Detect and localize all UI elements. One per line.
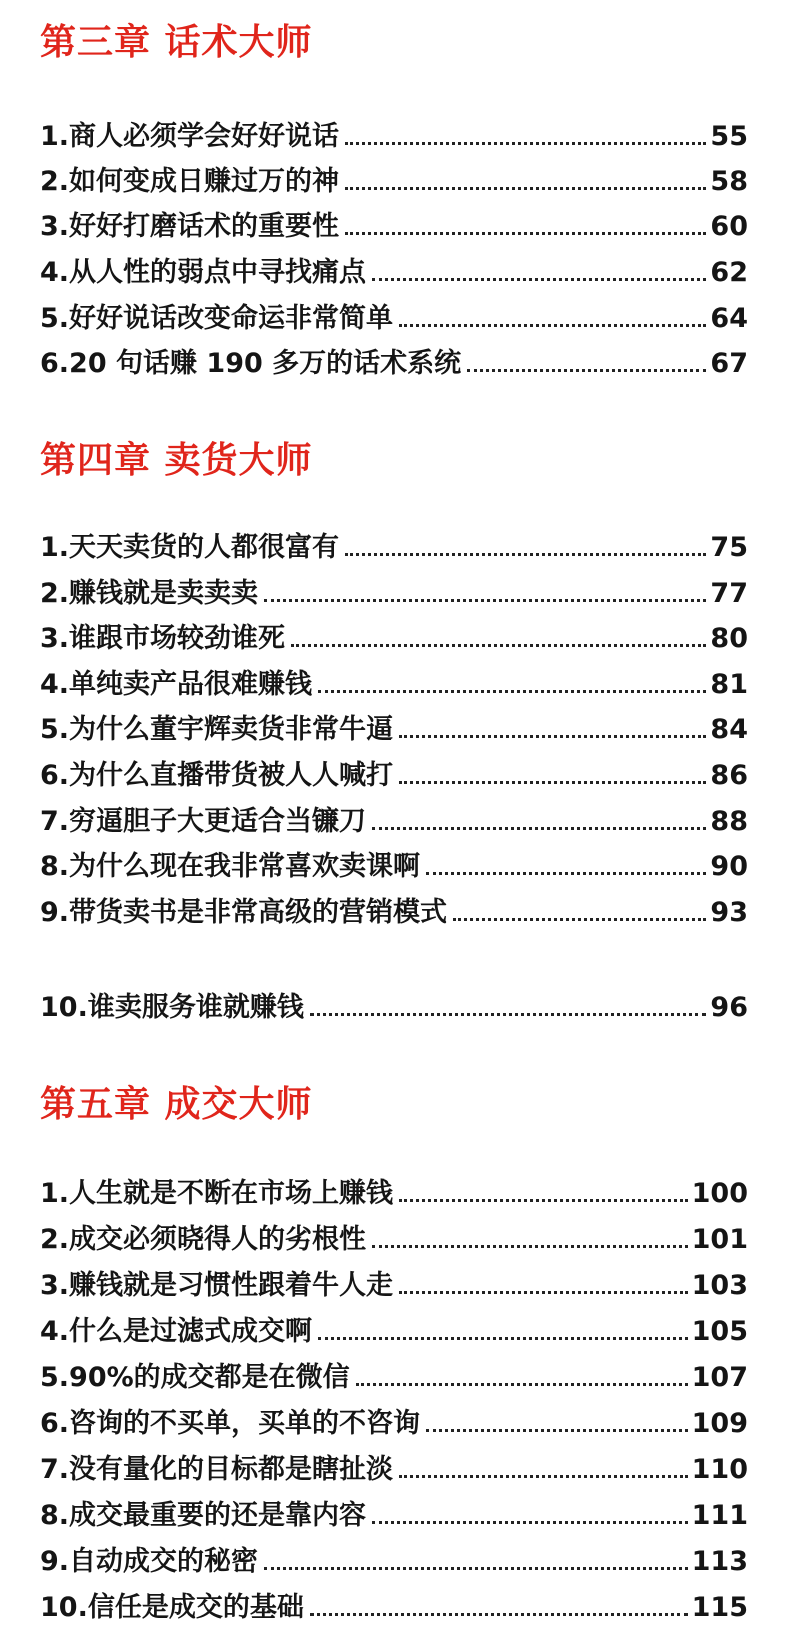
toc-leader-dots <box>318 690 706 693</box>
toc-entry-page: 55 <box>710 121 748 152</box>
toc-entry-label: 2.如何变成日赚过万的神 <box>40 166 340 197</box>
toc-entry <box>40 703 748 743</box>
toc-entry-label: 1.天天卖货的人都很富有 <box>40 532 340 563</box>
toc-entry-page: 86 <box>710 760 748 791</box>
toc-entry-page: 103 <box>691 1270 748 1301</box>
toc-entry-label: 4.从人性的弱点中寻找痛点 <box>40 257 367 288</box>
toc-entry-label: 5.为什么董宇辉卖货非常牛逼 <box>40 714 394 745</box>
toc-entry-label: 9.自动成交的秘密 <box>40 1546 259 1577</box>
toc-entry-label: 3.好好打磨话术的重要性 <box>40 211 340 242</box>
toc-leader-dots <box>399 735 706 738</box>
toc-entry-page: 75 <box>710 532 748 563</box>
toc-leader-dots <box>399 1199 688 1202</box>
toc-entry-label: 7.穷逼胆子大更适合当镰刀 <box>40 806 367 837</box>
toc-entry-label: 8.成交最重要的还是靠内容 <box>40 1500 367 1531</box>
toc-leader-dots <box>372 1521 688 1524</box>
toc-entry-label: 8.为什么现在我非常喜欢卖课啊 <box>40 851 421 882</box>
toc-entry-page: 64 <box>710 303 748 334</box>
toc-entry-label: 3.赚钱就是习惯性跟着牛人走 <box>40 1270 394 1301</box>
toc-leader-dots <box>264 599 706 602</box>
toc-entry <box>40 521 748 561</box>
chapter-4-title: 第四章 卖货大师 <box>40 440 313 481</box>
toc-entry-page: 107 <box>691 1362 748 1393</box>
toc-entry-page: 60 <box>710 211 748 242</box>
toc-entry <box>40 886 748 926</box>
toc-entry-page: 100 <box>691 1178 748 1209</box>
toc-leader-dots <box>310 1013 707 1016</box>
toc-entry-page: 113 <box>691 1546 748 1577</box>
toc-entry-page: 58 <box>710 166 748 197</box>
toc-entry <box>40 1489 748 1529</box>
toc-leader-dots <box>426 872 706 875</box>
toc-entry <box>40 155 748 195</box>
toc-leader-dots <box>372 278 706 281</box>
chapter-5-title: 第五章 成交大师 <box>40 1084 313 1125</box>
toc-leader-dots <box>399 324 706 327</box>
toc-entry-label: 1.人生就是不断在市场上赚钱 <box>40 1178 394 1209</box>
toc-entry-label: 5.好好说话改变命运非常简单 <box>40 303 394 334</box>
toc-entry <box>40 658 748 698</box>
toc-leader-dots <box>399 1475 688 1478</box>
toc-leader-dots <box>372 827 706 830</box>
toc-entry-page: 115 <box>691 1592 748 1623</box>
toc-entry-page: 101 <box>691 1224 748 1255</box>
toc-entry-page: 84 <box>710 714 748 745</box>
toc-entry-label: 10.谁卖服务谁就赚钱 <box>40 992 304 1023</box>
toc-entry-label: 6.为什么直播带货被人人喊打 <box>40 760 394 791</box>
toc-leader-dots <box>453 918 706 921</box>
toc-entry-label: 4.什么是过滤式成交啊 <box>40 1316 313 1347</box>
toc-entry-page: 109 <box>691 1408 748 1439</box>
toc-entry-label: 6.咨询的不买单，买单的不咨询 <box>40 1408 421 1439</box>
toc-entry <box>40 110 748 150</box>
toc-entry-page: 110 <box>691 1454 748 1485</box>
toc-entry <box>40 795 748 835</box>
toc-leader-dots <box>356 1383 688 1386</box>
toc-entry <box>40 567 748 607</box>
toc-entry-page: 93 <box>710 897 748 928</box>
toc-entry-page: 77 <box>710 578 748 609</box>
toc-entry-page: 80 <box>710 623 748 654</box>
toc-entry <box>40 840 748 880</box>
toc-entry <box>40 981 748 1021</box>
toc-entry-label: 2.赚钱就是卖卖卖 <box>40 578 259 609</box>
toc-leader-dots <box>291 644 706 647</box>
toc-entry <box>40 246 748 286</box>
toc-entry-page: 111 <box>691 1500 748 1531</box>
toc-leader-dots <box>426 1429 688 1432</box>
toc-entry-label: 2.成交必须晓得人的劣根性 <box>40 1224 367 1255</box>
toc-entry <box>40 749 748 789</box>
toc-entry-label: 5.90%的成交都是在微信 <box>40 1362 350 1393</box>
toc-entry-label: 6.20 句话赚 190 多万的话术系统 <box>40 348 462 379</box>
toc-entry <box>40 292 748 332</box>
toc-entry-label: 10.信任是成交的基础 <box>40 1592 304 1623</box>
toc-entry <box>40 1351 748 1391</box>
toc-entry-label: 4.单纯卖产品很难赚钱 <box>40 669 313 700</box>
toc-leader-dots <box>345 187 706 190</box>
toc-entry <box>40 337 748 377</box>
toc-entry-page: 67 <box>710 348 748 379</box>
toc-entry-page: 90 <box>710 851 748 882</box>
toc-entry <box>40 1167 748 1207</box>
toc-entry-label: 3.谁跟市场较劲谁死 <box>40 623 286 654</box>
toc-leader-dots <box>467 369 706 372</box>
toc-entry <box>40 200 748 240</box>
toc-entry <box>40 1581 748 1621</box>
toc-entry <box>40 1535 748 1575</box>
toc-entry-page: 81 <box>710 669 748 700</box>
toc-entry <box>40 1443 748 1483</box>
toc-entry-label: 7.没有量化的目标都是瞎扯淡 <box>40 1454 394 1485</box>
toc-entry-label: 9.带货卖书是非常高级的营销模式 <box>40 897 448 928</box>
toc-leader-dots <box>399 1291 688 1294</box>
toc-entry-page: 105 <box>691 1316 748 1347</box>
toc-leader-dots <box>345 232 706 235</box>
toc-entry <box>40 1397 748 1437</box>
toc-entry-label: 1.商人必须学会好好说话 <box>40 121 340 152</box>
toc-leader-dots <box>345 142 706 145</box>
chapter-3-title: 第三章 话术大师 <box>40 22 313 63</box>
toc-entry-page: 96 <box>710 992 748 1023</box>
toc-entry <box>40 1259 748 1299</box>
toc-leader-dots <box>264 1567 688 1570</box>
toc-leader-dots <box>345 553 706 556</box>
toc-entry <box>40 1305 748 1345</box>
toc-leader-dots <box>318 1337 688 1340</box>
toc-leader-dots <box>399 781 706 784</box>
toc-leader-dots <box>372 1245 688 1248</box>
toc-entry <box>40 1213 748 1253</box>
toc-entry-page: 62 <box>710 257 748 288</box>
toc-entry-page: 88 <box>710 806 748 837</box>
toc-leader-dots <box>310 1613 688 1616</box>
toc-entry <box>40 612 748 652</box>
